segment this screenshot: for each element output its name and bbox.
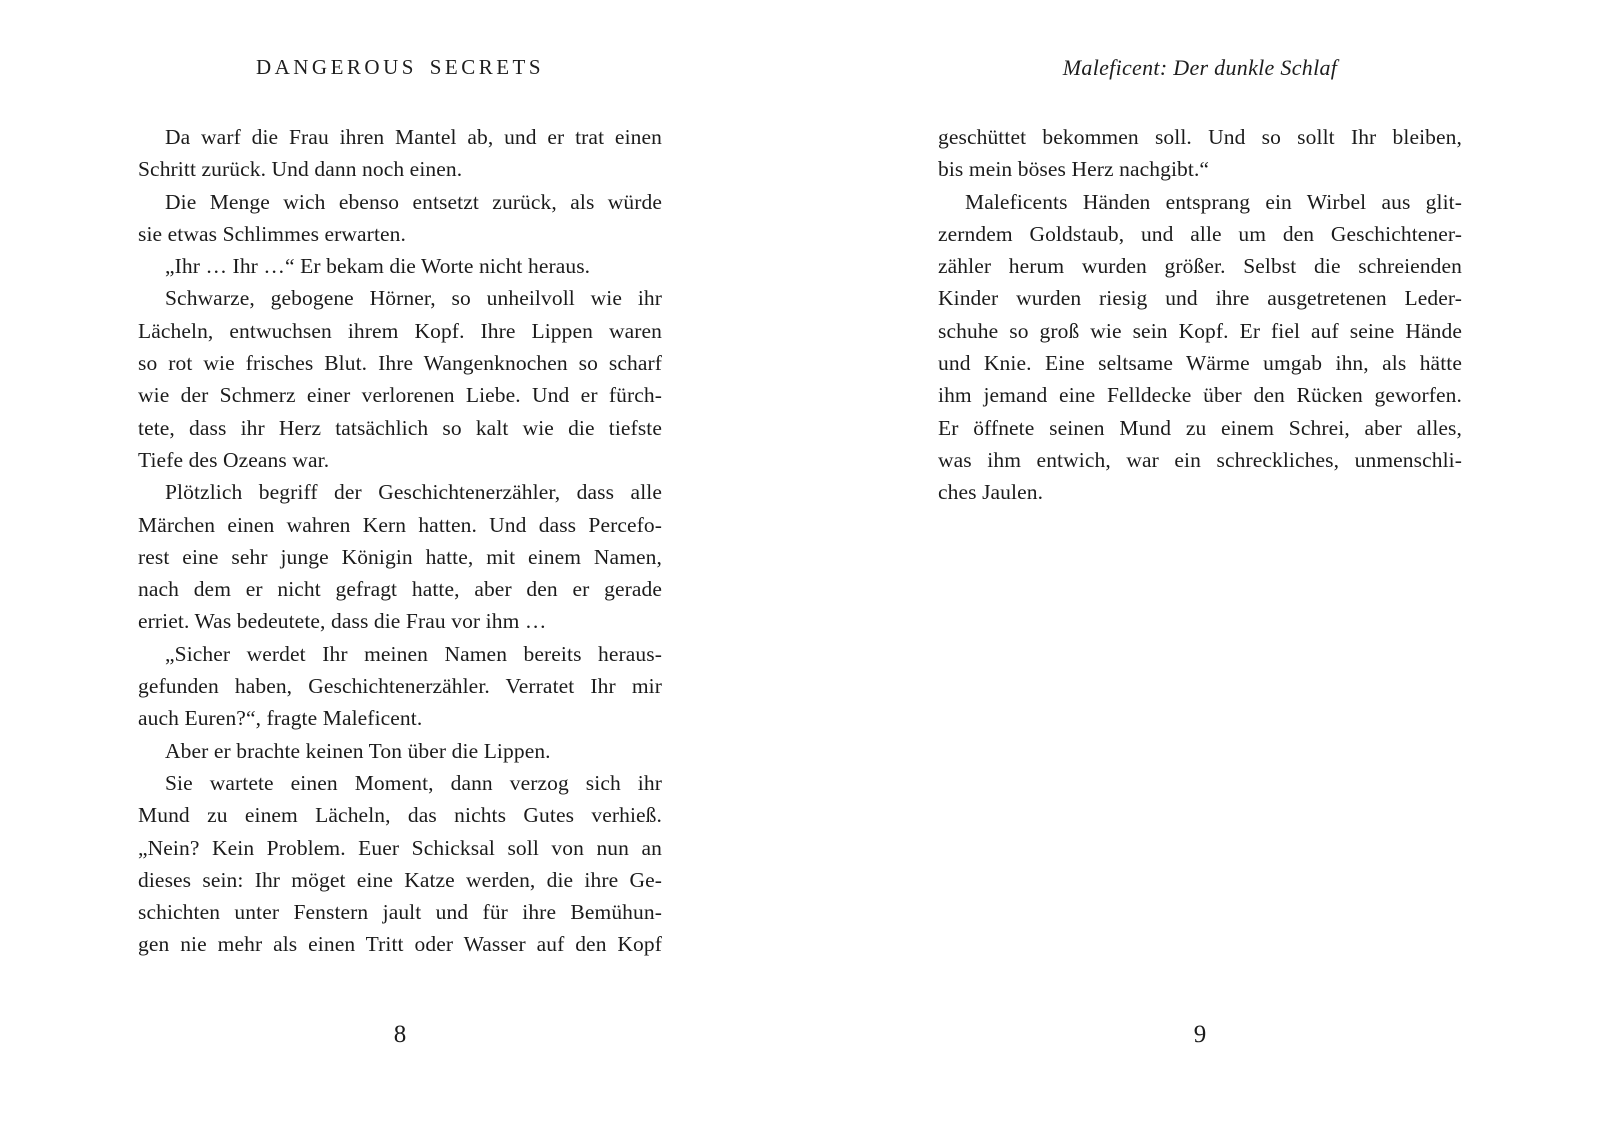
running-head-left: DANGEROUS SECRETS xyxy=(255,55,545,79)
running-head-right: Maleficent: Der dunkle Schlaf xyxy=(1062,55,1338,80)
text-line: schuhe so groß wie sein Kopf. Er fiel auf seine Hände xyxy=(938,318,1462,343)
text-line: so rot wie frisches Blut. Ihre Wangenknochen so scharf xyxy=(138,351,662,376)
right-page xyxy=(800,0,1600,1131)
right-text-block xyxy=(938,121,1462,509)
text-line: Da warf die Frau ihren Mantel ab, und er trat einen xyxy=(165,125,662,149)
text-line: wie der Schmerz einer verlorenen Liebe. Und er fürch- xyxy=(138,383,662,408)
text-line: Die Menge wich ebenso entsetzt zurück, als würde xyxy=(165,189,662,214)
text-line: bis mein böses Herz nachgibt.“ xyxy=(938,157,1210,182)
text-line: Er öffnete seinen Mund zu einem Schrei, aber alles, xyxy=(938,415,1462,440)
text-line: und Knie. Eine seltsame Wärme umgab ihn, als hätte xyxy=(938,351,1462,376)
text-line: Schritt zurück. Und dann noch einen. xyxy=(138,157,463,182)
left-text-block xyxy=(138,121,662,961)
text-line: zerndem Goldstaub, und alle um den Geschichtener- xyxy=(938,221,1462,246)
text-line: „Sicher werdet Ihr meinen Namen bereits heraus- xyxy=(165,641,662,666)
text-line: ihm jemand eine Felldecke über den Rücken geworfen. xyxy=(938,383,1462,408)
right-page-number: 9 xyxy=(1193,1021,1207,1048)
text-line: zähler herum wurden größer. Selbst die schreienden xyxy=(938,254,1462,279)
text-line: dieses sein: Ihr möget eine Katze werden, die ihre Ge- xyxy=(138,867,662,892)
text-line: gefunden haben, Geschichtenerzähler. Verratet Ihr mir xyxy=(138,674,662,699)
text-line: Schwarze, gebogene Hörner, so unheilvoll wie ihr xyxy=(165,286,662,311)
text-line: Maleficents Händen entsprang ein Wirbel aus glit- xyxy=(965,189,1462,214)
text-line: ches Jaulen. xyxy=(938,480,1044,505)
text-line: Plötzlich begriff der Geschichtenerzähler, dass alle xyxy=(165,480,662,505)
text-line: nach dem er nicht gefragt hatte, aber den er gerade xyxy=(138,577,662,602)
text-line: rest eine sehr junge Königin hatte, mit einem Namen, xyxy=(138,544,662,569)
text-line: was ihm entwich, war ein schreckliches, unmenschli- xyxy=(938,447,1462,472)
text-line: gen nie mehr als einen Tritt oder Wasser auf den Kopf xyxy=(138,932,662,957)
text-line: Märchen einen wahren Kern hatten. Und dass Percefo- xyxy=(138,512,662,537)
text-line: Aber er brachte keinen Ton über die Lippen. xyxy=(165,738,551,763)
text-line: auch Euren?“, fragte Maleficent. xyxy=(138,706,423,731)
text-line: Sie wartete einen Moment, dann verzog sich ihr xyxy=(165,770,662,795)
text-line: „Nein? Kein Problem. Euer Schicksal soll von nun an xyxy=(138,835,662,860)
text-line: Lächeln, entwuchsen ihrem Kopf. Ihre Lippen waren xyxy=(138,318,662,343)
text-line: geschüttet bekommen soll. Und so sollt Ihr bleiben, xyxy=(938,125,1462,149)
text-line: Tiefe des Ozeans war. xyxy=(138,447,330,472)
text-line: „Ihr … Ihr …“ Er bekam die Worte nicht heraus. xyxy=(165,254,591,279)
left-page-number: 8 xyxy=(393,1021,407,1048)
text-line: tete, dass ihr Herz tatsächlich so kalt wie die tiefste xyxy=(138,415,662,440)
text-line: Mund zu einem Lächeln, das nichts Gutes verhieß. xyxy=(138,803,662,828)
text-line: schichten unter Fenstern jault und für ihre Bemühun- xyxy=(138,900,662,925)
text-line: Kinder wurden riesig und ihre ausgetretenen Leder- xyxy=(938,286,1462,311)
text-line: erriet. Was bedeutete, dass die Frau vor ihm … xyxy=(138,609,547,634)
text-line: sie etwas Schlimmes erwarten. xyxy=(138,221,406,246)
